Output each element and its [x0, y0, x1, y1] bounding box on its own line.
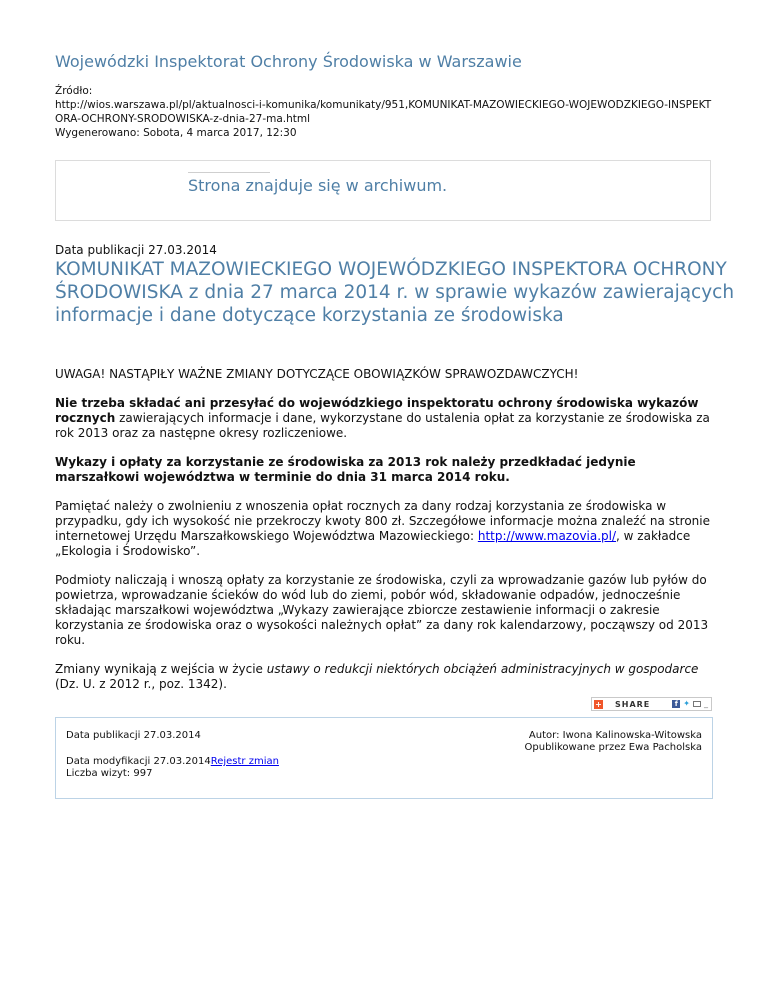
- paragraph-fees: Podmioty naliczają i wnoszą opłaty za korzystanie ze środowiska, czyli za wprowadzanie gazów lub pyłów do powietrza, wprowadzanie ścieków do wód lub do ziemi, pobór wód, składowanie odpadów, jednocześnie składając marszałkowi województwa „Wykazy zawierające zbiorcze zestawienie informacji o zakresie korzystania ze środowiska oraz o wysokości należnych opłat” za dany rok kalendarzowy, począwszy od 2013 roku.: [55, 573, 709, 647]
- site-title: Wojewódzki Inspektorat Ochrony Środowiska w Warszawie: [55, 52, 522, 71]
- archive-divider: [188, 172, 270, 173]
- more-icon[interactable]: _: [703, 699, 708, 708]
- source-url-line-2: ORA-OCHRONY-SRODOWISKA-z-dnia-27-ma.html: [55, 113, 311, 125]
- email-icon[interactable]: [693, 701, 701, 707]
- paragraph-law-tail: (Dz. U. z 2012 r., poz. 1342).: [55, 677, 227, 691]
- share-label: SHARE: [615, 699, 651, 709]
- paragraph-exemption-text: Pamiętać należy o zwolnieniu z wnoszenia opłat rocznych za dany rodzaj korzystania ze środowiska w przypadku, gdy ich wysokość nie przekroczy kwoty 800 zł. Szczegółowe informacje można znaleźć na stronie internetowej Urzędu Marszałkowskiego Województwa Mazowieckiego:: [55, 499, 710, 543]
- author: Autor: Iwona Kalinowska-Witowska: [528, 730, 702, 741]
- archive-message: Strona znajduje się w archiwum.: [188, 176, 448, 195]
- paragraph-exemption-tail: , w zakładce „Ekologia i Środowisko”.: [55, 529, 691, 558]
- paragraph-annual-reports-text: zawierających informacje i dane, wykorzystane do ustalenia opłat za korzystanie ze środowiska za rok 2013 oraz za następne okresy rozliczeniowe.: [55, 411, 710, 440]
- law-title: ustawy o redukcji niektórych obciążeń administracyjnych w gospodarce: [266, 662, 699, 676]
- footer-modification: [66, 756, 279, 768]
- paragraph-exemption: [55, 499, 720, 559]
- article-footer: [55, 717, 713, 799]
- paragraph-deadline-bold: Wykazy i opłaty za korzystanie ze środowiska za 2013 rok należy przedkładać jedynie marszałkowi województwa w terminie do dnia 31 marca 2014 roku.: [55, 455, 636, 484]
- published-by: Opublikowane przez Ewa Pacholska: [524, 742, 702, 753]
- paragraph-annual-reports-bold: Nie trzeba składać ani przesyłać do wojewódzkiego inspektoratu ochrony środowiska wykazów rocznych: [55, 396, 699, 425]
- footer-publication-date: Data publikacji 27.03.2014: [66, 730, 201, 741]
- warning-paragraph: UWAGA! NASTĄPIŁY WAŻNE ZMIANY DOTYCZĄCE OBOWIĄZKÓW SPRAWOZDAWCZYCH!: [55, 367, 579, 381]
- addthis-plus-icon: +: [595, 699, 602, 709]
- footer-left: [66, 730, 279, 780]
- twitter-icon[interactable]: ✦: [683, 699, 690, 708]
- source-label: Źródło:: [55, 85, 93, 97]
- paragraph-law-text: Zmiany wynikają z wejścia w życie: [55, 662, 267, 676]
- footer-modification-date: Data modyfikacji 27.03.2014: [66, 756, 211, 767]
- visit-count: Liczba wizyt: 997: [66, 768, 153, 779]
- publication-date: Data publikacji 27.03.2014: [55, 243, 217, 257]
- mazovia-link[interactable]: http://www.mazovia.pl/: [477, 529, 617, 543]
- changelog-link[interactable]: Rejestr zmian: [210, 756, 279, 767]
- archive-notice: [55, 160, 711, 221]
- source-meta: [55, 84, 715, 140]
- share-button[interactable]: [591, 697, 712, 711]
- source-url-line-1: http://wios.warszawa.pl/pl/aktualnosci-i-komunika/komunikaty/951,KOMUNIKAT-MAZOWIECKIEGO-WOJEWODZKIEGO-INSPEKT: [55, 99, 712, 111]
- generated-date: Wygenerowano: Sobota, 4 marca 2017, 12:30: [55, 127, 297, 139]
- paragraph-law: [55, 662, 720, 692]
- paragraph-deadline: [55, 455, 720, 485]
- article-body: [55, 367, 720, 706]
- paragraph-annual-reports: [55, 396, 720, 441]
- facebook-icon[interactable]: f: [672, 700, 680, 708]
- footer-right: [525, 730, 702, 754]
- article-title: KOMUNIKAT MAZOWIECKIEGO WOJEWÓDZKIEGO INSPEKTORA OCHRONY ŚRODOWISKA z dnia 27 marca 2014 r. w sprawie wykazów zawierających informacje i dane dotyczące korzystania ze środowiska: [55, 259, 735, 326]
